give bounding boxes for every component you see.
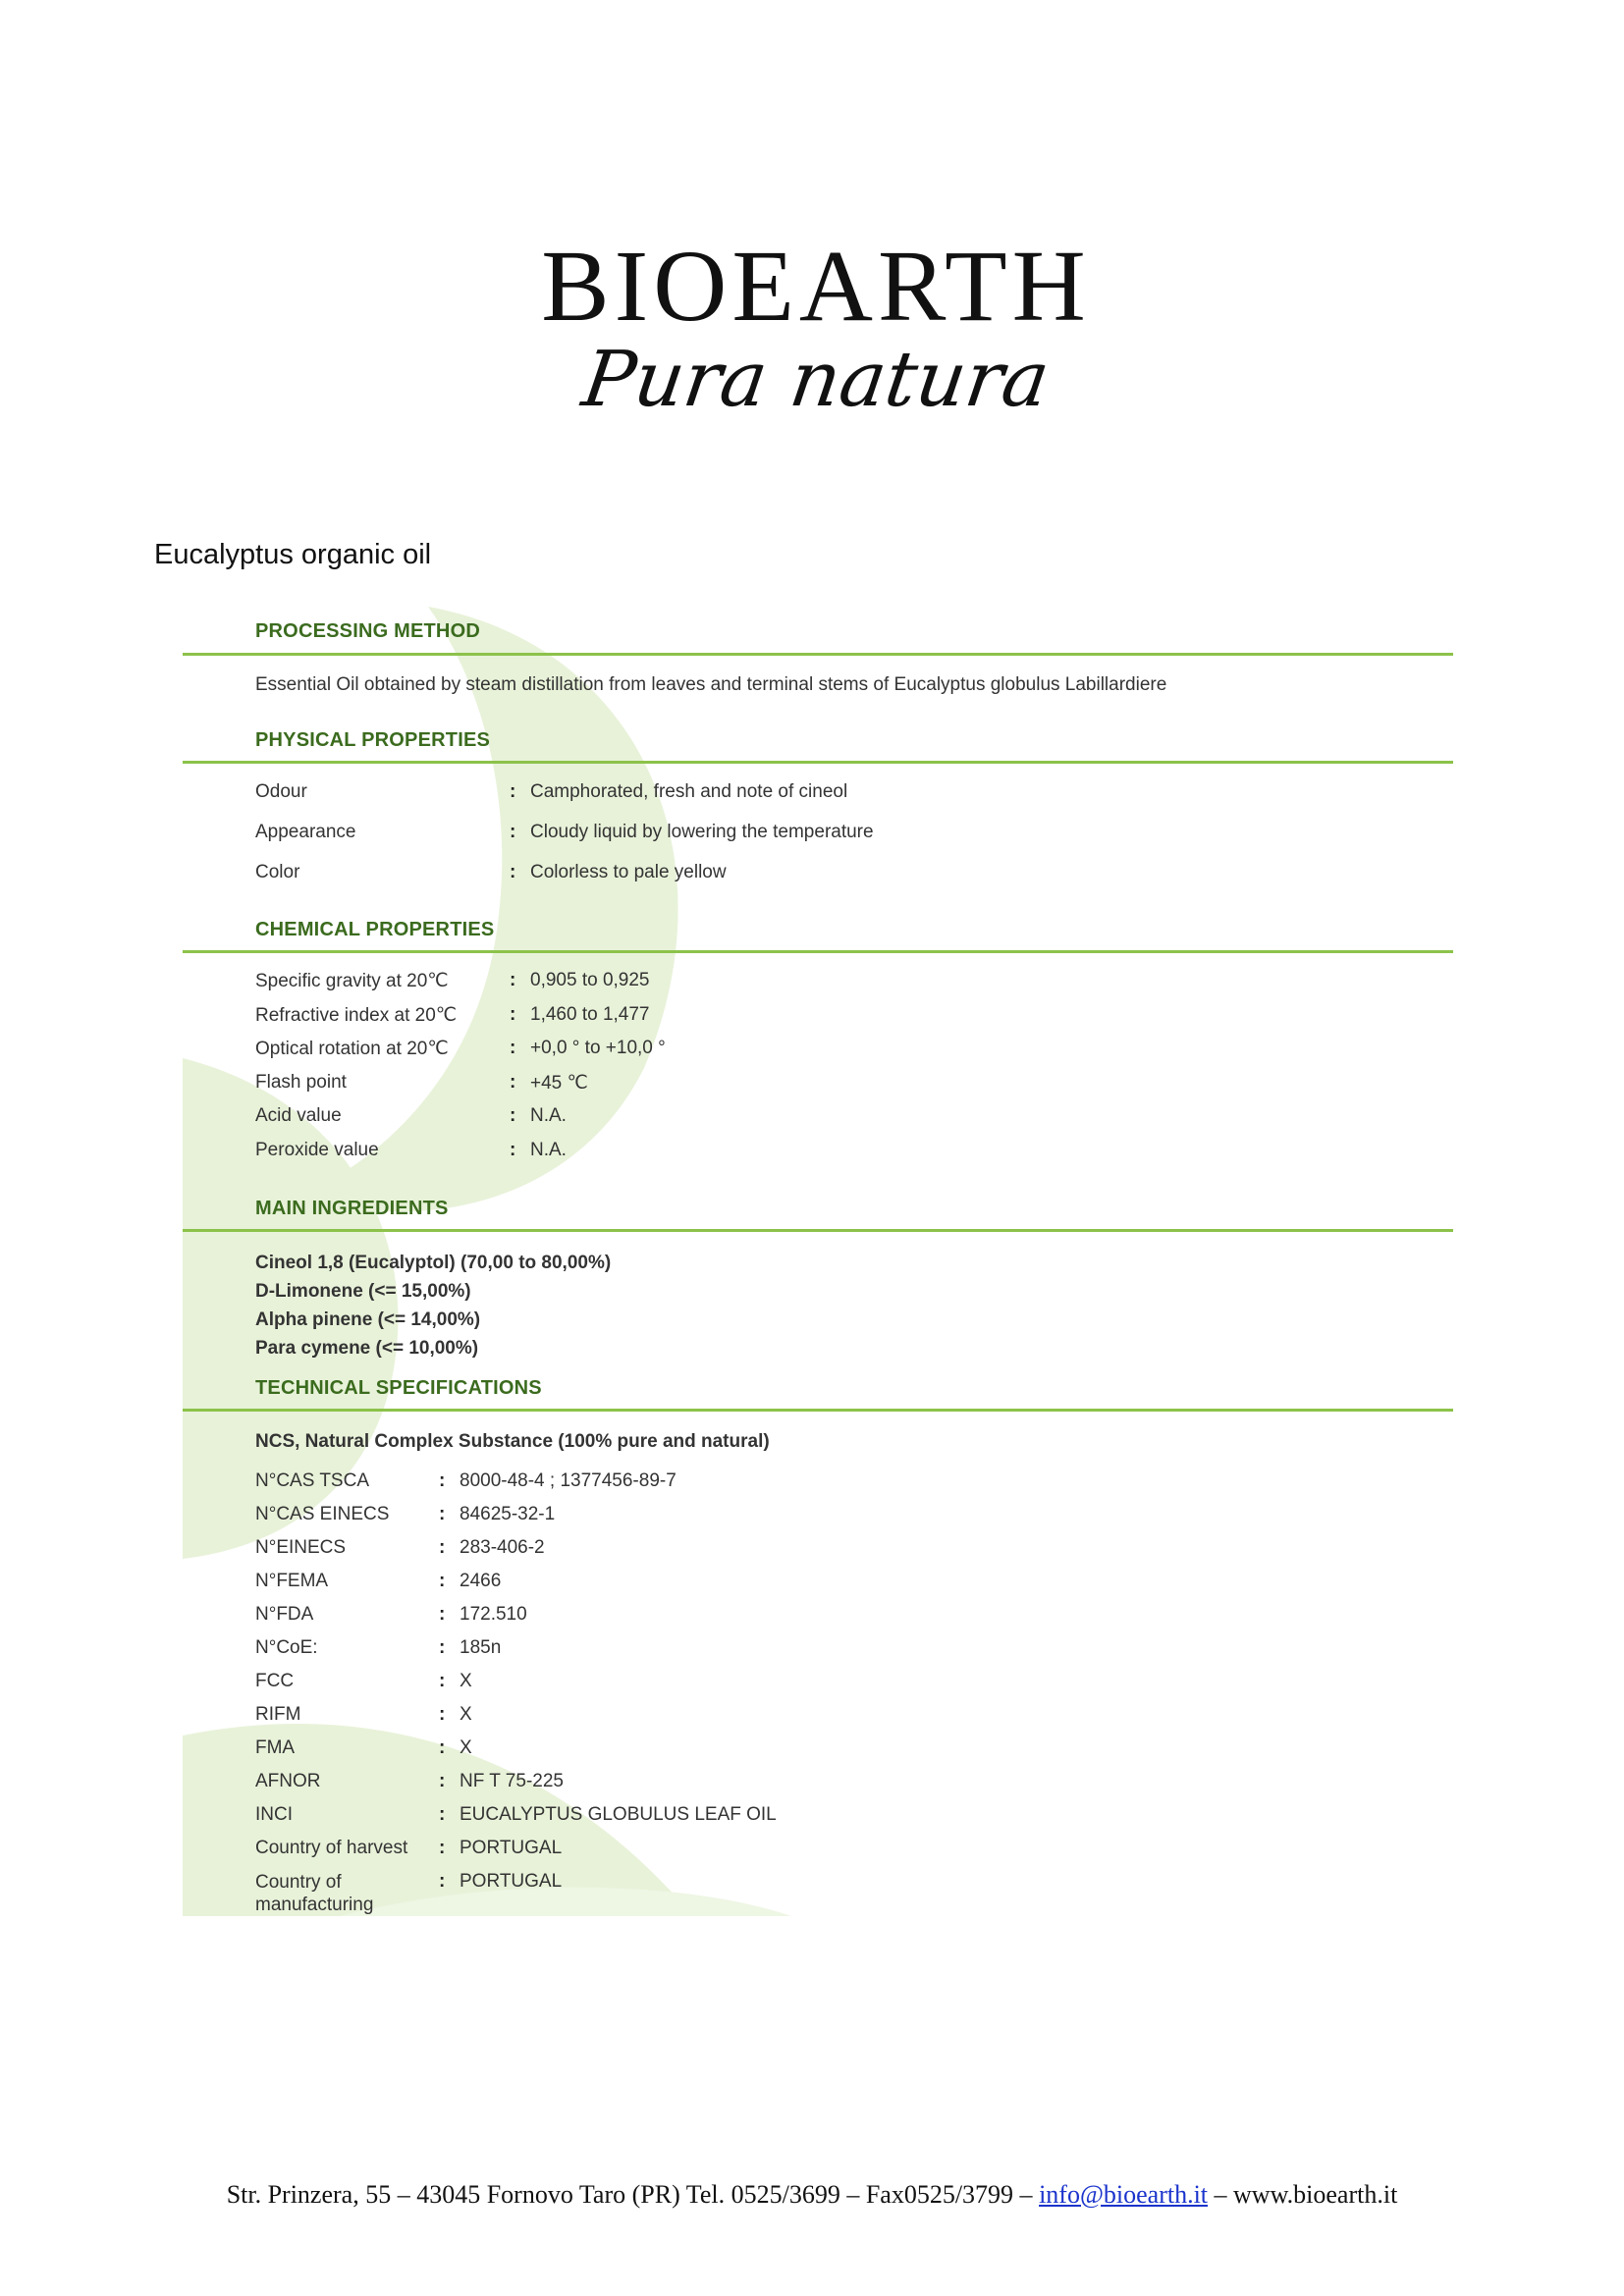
physical-row — [255, 822, 1434, 851]
physical-value: Colorless to pale yellow — [530, 862, 727, 882]
chemical-value: N.A. — [530, 1139, 567, 1160]
ingredient-item: Para cymene (<= 10,00%) — [255, 1338, 479, 1359]
colon-separator: : — [439, 1838, 446, 1858]
physical-label: Color — [255, 862, 300, 882]
section-divider — [183, 761, 1453, 764]
chemical-value: N.A. — [530, 1105, 567, 1126]
brand-tagline: Pura natura — [576, 336, 1056, 424]
technical-value: X — [460, 1671, 472, 1691]
technical-value: PORTUGAL — [460, 1838, 563, 1858]
chemical-value: +0,0 ° to +10,0 ° — [530, 1038, 666, 1058]
technical-row — [255, 1604, 1434, 1633]
physical-value: Camphorated, fresh and note of cineol — [530, 781, 848, 802]
chemical-row — [255, 1038, 1434, 1067]
brand-name: BIOEARTH — [541, 230, 1091, 343]
technical-heading: TECHNICAL SPECIFICATIONS — [255, 1377, 542, 1399]
chemical-row — [255, 1004, 1434, 1034]
section-divider — [183, 1229, 1453, 1232]
spec-sheet — [183, 607, 1453, 1916]
ingredients-heading: MAIN INGREDIENTS — [255, 1198, 449, 1219]
technical-row — [255, 1737, 1434, 1767]
technical-value: 185n — [460, 1637, 502, 1658]
physical-label: Appearance — [255, 822, 356, 842]
chemical-label: Specific gravity at 20℃ — [255, 971, 449, 991]
chemical-label: Refractive index at 20℃ — [255, 1004, 458, 1026]
colon-separator: : — [510, 1038, 516, 1058]
colon-separator: : — [439, 1637, 446, 1658]
technical-row — [255, 1504, 1434, 1533]
colon-separator: : — [439, 1671, 446, 1691]
technical-row — [255, 1571, 1434, 1600]
technical-row — [255, 1671, 1434, 1700]
product-title: Eucalyptus organic oil — [154, 539, 432, 570]
technical-value: 8000-48-4 ; 1377456-89-7 — [460, 1470, 677, 1491]
colon-separator: : — [510, 970, 516, 990]
physical-label: Odour — [255, 781, 307, 802]
processing-heading: PROCESSING METHOD — [255, 620, 480, 642]
footer-email-link[interactable]: info@bioearth.it — [1039, 2180, 1209, 2209]
colon-separator: : — [439, 1704, 446, 1725]
colon-separator: : — [510, 1003, 516, 1025]
technical-intro: NCS, Natural Complex Substance (100% pure and natural) — [255, 1431, 770, 1452]
technical-value: 283-406-2 — [460, 1537, 545, 1558]
technical-label: Country of harvest — [255, 1838, 408, 1858]
physical-value: Cloudy liquid by lowering the temperature — [530, 822, 874, 842]
technical-row — [255, 1838, 1434, 1867]
technical-label: FMA — [255, 1737, 296, 1758]
chemical-row — [255, 1105, 1434, 1135]
colon-separator: : — [439, 1537, 446, 1558]
chemical-heading: CHEMICAL PROPERTIES — [255, 919, 495, 940]
processing-text: Essential Oil obtained by steam distillation from leaves and terminal stems of Eucalyptus globulus Labillardiere — [255, 674, 1167, 695]
technical-value: 84625-32-1 — [460, 1504, 556, 1524]
technical-label: N°CAS EINECS — [255, 1504, 390, 1524]
technical-label: N°CAS TSCA — [255, 1470, 369, 1491]
technical-label: N°FDA — [255, 1604, 314, 1625]
colon-separator: : — [439, 1604, 446, 1625]
technical-row — [255, 1637, 1434, 1667]
technical-label: RIFM — [255, 1704, 301, 1725]
chemical-value: 0,905 to 0,925 — [530, 970, 650, 990]
footer-website: – www.bioearth.it — [1208, 2180, 1398, 2209]
colon-separator: : — [439, 1737, 446, 1758]
technical-value: PORTUGAL — [460, 1871, 563, 1892]
technical-value: X — [460, 1737, 472, 1758]
footer — [0, 2180, 1624, 2210]
chemical-label: Optical rotation at 20℃ — [255, 1039, 449, 1059]
section-divider — [183, 1409, 1453, 1412]
technical-value: NF T 75-225 — [460, 1771, 564, 1791]
colon-separator: : — [439, 1771, 446, 1791]
technical-label: N°EINECS — [255, 1537, 347, 1558]
footer-address: Str. Prinzera, 55 – 43045 Fornovo Taro (PR) Tel. 0525/3699 – Fax0525/3799 – — [226, 2180, 1040, 2209]
technical-label: N°FEMA — [255, 1571, 329, 1591]
technical-value: 172.510 — [460, 1604, 527, 1625]
colon-separator: : — [510, 1139, 516, 1160]
technical-label: INCI — [255, 1804, 293, 1825]
technical-label: Country of manufacturing — [255, 1872, 374, 1915]
technical-label: AFNOR — [255, 1771, 321, 1791]
colon-separator: : — [439, 1804, 446, 1825]
technical-row — [255, 1704, 1434, 1734]
physical-heading: PHYSICAL PROPERTIES — [255, 729, 491, 751]
technical-value: 2466 — [460, 1571, 502, 1591]
colon-separator: : — [510, 781, 516, 802]
chemical-row — [255, 1140, 1434, 1169]
colon-separator: : — [510, 862, 516, 882]
colon-separator: : — [510, 1071, 516, 1093]
ingredient-item: Cineol 1,8 (Eucalyptol) (70,00 to 80,00%) — [255, 1253, 612, 1273]
colon-separator: : — [439, 1504, 446, 1524]
chemical-row — [255, 970, 1434, 999]
colon-separator: : — [510, 822, 516, 842]
chemical-label: Flash point — [255, 1071, 347, 1093]
chemical-label: Peroxide value — [255, 1139, 379, 1160]
technical-label: FCC — [255, 1671, 295, 1691]
physical-row — [255, 781, 1434, 811]
section-divider — [183, 950, 1453, 953]
chemical-value: +45 ℃ — [530, 1072, 588, 1094]
section-divider — [183, 653, 1453, 656]
technical-row — [255, 1804, 1434, 1834]
ingredient-item: Alpha pinene (<= 14,00%) — [255, 1309, 481, 1330]
chemical-row — [255, 1072, 1434, 1101]
technical-value: X — [460, 1704, 472, 1725]
technical-row — [255, 1871, 1434, 1915]
technical-row — [255, 1537, 1434, 1567]
colon-separator: : — [439, 1871, 446, 1892]
technical-row — [255, 1470, 1434, 1500]
physical-row — [255, 862, 1434, 891]
ingredient-item: D-Limonene (<= 15,00%) — [255, 1281, 471, 1302]
brand-logo — [0, 230, 1624, 424]
chemical-label: Acid value — [255, 1105, 342, 1126]
colon-separator: : — [510, 1105, 516, 1126]
colon-separator: : — [439, 1571, 446, 1591]
technical-value: EUCALYPTUS GLOBULUS LEAF OIL — [460, 1804, 777, 1825]
technical-label: N°CoE: — [255, 1637, 318, 1658]
chemical-value: 1,460 to 1,477 — [530, 1003, 650, 1025]
technical-row — [255, 1771, 1434, 1800]
colon-separator: : — [439, 1470, 446, 1491]
